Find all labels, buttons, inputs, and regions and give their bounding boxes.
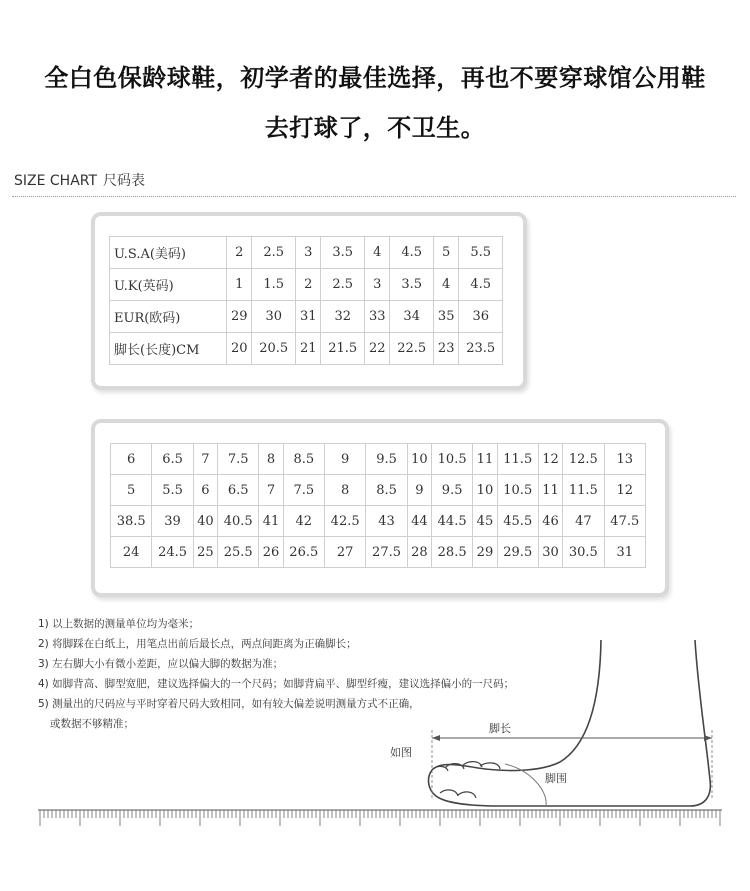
- table-cell: 45: [473, 506, 497, 537]
- table-cell: 30: [538, 537, 562, 568]
- table-cell: 11: [538, 475, 562, 506]
- table-cell: 2: [227, 237, 252, 269]
- table-cell: 11.5: [563, 475, 604, 506]
- size-chart-title: [14, 170, 145, 190]
- table-cell: 6: [111, 444, 152, 475]
- table-row: [111, 475, 646, 506]
- table-cell: 4: [364, 237, 389, 269]
- table-cell: 30: [252, 301, 296, 333]
- table-cell: 38.5: [111, 506, 152, 537]
- table-cell: 12: [538, 444, 562, 475]
- table-cell: 24: [111, 537, 152, 568]
- table-cell: 8: [324, 475, 365, 506]
- table-cell: 41: [259, 506, 283, 537]
- table-cell: 1.5: [252, 269, 296, 301]
- table-cell: 7.5: [217, 444, 258, 475]
- note-item: 3) 左右脚大小有微小差距，应以偏大脚的数据为准；: [38, 658, 284, 670]
- table-cell: 44.5: [431, 506, 472, 537]
- table-cell: 6: [193, 475, 217, 506]
- table-cell: 9: [324, 444, 365, 475]
- table-cell: 4.5: [459, 269, 503, 301]
- table-cell: 23.5: [459, 333, 503, 365]
- as-shown-label: 如图: [390, 746, 412, 759]
- table-cell: 32: [321, 301, 365, 333]
- table-cell: 31: [295, 301, 320, 333]
- table-cell: 4: [433, 269, 458, 301]
- table-cell: 12.5: [563, 444, 604, 475]
- table-row: [110, 237, 503, 269]
- table-cell: 29: [473, 537, 497, 568]
- table-cell: 10.5: [497, 475, 538, 506]
- table-row: [110, 333, 503, 365]
- measurement-notes: [38, 614, 514, 734]
- table-cell: 5: [433, 237, 458, 269]
- table-cell: 28.5: [431, 537, 472, 568]
- table-row: [111, 537, 646, 568]
- foot-girth-label: 脚围: [545, 772, 567, 785]
- table-cell: 27: [324, 537, 365, 568]
- table-cell: 3: [295, 237, 320, 269]
- table-cell: 27.5: [366, 537, 407, 568]
- table-cell: 2: [295, 269, 320, 301]
- table-cell: 47.5: [604, 506, 645, 537]
- note-item: 或数据不够精准；: [50, 718, 134, 730]
- table-cell: 39: [152, 506, 193, 537]
- size-chart-title-cn: 尺码表: [103, 173, 146, 189]
- row-header: U.K(英码): [110, 269, 227, 301]
- table-cell: 43: [366, 506, 407, 537]
- table-cell: 3.5: [390, 269, 434, 301]
- table-cell: 44: [407, 506, 431, 537]
- table-cell: 12: [604, 475, 645, 506]
- table-cell: 28: [407, 537, 431, 568]
- note-item: 4) 如脚背高、脚型宽肥，建议选择偏大的一个尺码；如脚背扁平、脚型纤瘦，建议选择偏小的一尺码；: [38, 678, 515, 690]
- size-table-1: [109, 236, 503, 365]
- table-cell: 26.5: [283, 537, 324, 568]
- table-cell: 47: [563, 506, 604, 537]
- headline-line-2: 去打球了，不卫生。: [264, 114, 486, 142]
- table-cell: 21.5: [321, 333, 365, 365]
- table-cell: 22.5: [390, 333, 434, 365]
- headline-line-1: 全白色保龄球鞋，初学者的最佳选择，再也不要穿球馆公用鞋: [44, 64, 706, 92]
- size-table-panel-2: [91, 419, 669, 597]
- table-cell: 7.5: [283, 475, 324, 506]
- girth-curve: [505, 764, 546, 806]
- size-table-2: [110, 443, 646, 568]
- table-cell: 5.5: [152, 475, 193, 506]
- table-cell: 42: [283, 506, 324, 537]
- table-cell: 25.5: [217, 537, 258, 568]
- table-cell: 31: [604, 537, 645, 568]
- table-cell: 10: [473, 475, 497, 506]
- table-cell: 46: [538, 506, 562, 537]
- table-cell: 11: [473, 444, 497, 475]
- toe-outline: [432, 762, 500, 798]
- table-cell: 36: [459, 301, 503, 333]
- table-cell: 9.5: [366, 444, 407, 475]
- table-cell: 6.5: [152, 444, 193, 475]
- table-cell: 9: [407, 475, 431, 506]
- note-item: 1) 以上数据的测量单位均为毫米；: [38, 618, 200, 630]
- size-chart-title-en: SIZE CHART: [14, 173, 98, 189]
- table-cell: 26: [259, 537, 283, 568]
- foot-length-label: 脚长: [489, 722, 511, 735]
- note-item: 5) 测量出的尺码应与平时穿着尺码大致相同，如有较大偏差说明测量方式不正确，: [38, 698, 420, 710]
- table-cell: 5.5: [459, 237, 503, 269]
- table-cell: 2.5: [252, 237, 296, 269]
- dotted-divider: [12, 196, 736, 197]
- table-cell: 29.5: [497, 537, 538, 568]
- table-cell: 11.5: [497, 444, 538, 475]
- table-cell: 5: [111, 475, 152, 506]
- table-cell: 40: [193, 506, 217, 537]
- table-cell: 8: [259, 444, 283, 475]
- table-cell: 8.5: [366, 475, 407, 506]
- table-cell: 20: [227, 333, 252, 365]
- table-cell: 7: [259, 475, 283, 506]
- table-cell: 10: [407, 444, 431, 475]
- table-cell: 45.5: [497, 506, 538, 537]
- table-row: [111, 444, 646, 475]
- table-cell: 24.5: [152, 537, 193, 568]
- table-cell: 29: [227, 301, 252, 333]
- table-cell: 34: [390, 301, 434, 333]
- row-header: EUR(欧码): [110, 301, 227, 333]
- row-header: U.S.A(美码): [110, 237, 227, 269]
- table-row: [111, 506, 646, 537]
- table-cell: 30.5: [563, 537, 604, 568]
- table-cell: 3.5: [321, 237, 365, 269]
- table-cell: 1: [227, 269, 252, 301]
- table-cell: 4.5: [390, 237, 434, 269]
- table-cell: 3: [364, 269, 389, 301]
- table-cell: 40.5: [217, 506, 258, 537]
- table-cell: 13: [604, 444, 645, 475]
- table-cell: 2.5: [321, 269, 365, 301]
- row-header: 脚长(长度)CM: [110, 333, 227, 365]
- table-cell: 6.5: [217, 475, 258, 506]
- table-cell: 35: [433, 301, 458, 333]
- table-cell: 9.5: [431, 475, 472, 506]
- table-row: [110, 269, 503, 301]
- table-cell: 25: [193, 537, 217, 568]
- table-cell: 10.5: [431, 444, 472, 475]
- table-cell: 33: [364, 301, 389, 333]
- size-table-panel-1: [91, 212, 527, 390]
- table-cell: 22: [364, 333, 389, 365]
- table-cell: 23: [433, 333, 458, 365]
- table-cell: 8.5: [283, 444, 324, 475]
- table-cell: 42.5: [324, 506, 365, 537]
- table-cell: 21: [295, 333, 320, 365]
- table-cell: 7: [193, 444, 217, 475]
- note-item: 2) 将脚踩在白纸上，用笔点出前后最长点，两点间距离为正确脚长；: [38, 638, 357, 650]
- table-cell: 20.5: [252, 333, 296, 365]
- table-row: [110, 301, 503, 333]
